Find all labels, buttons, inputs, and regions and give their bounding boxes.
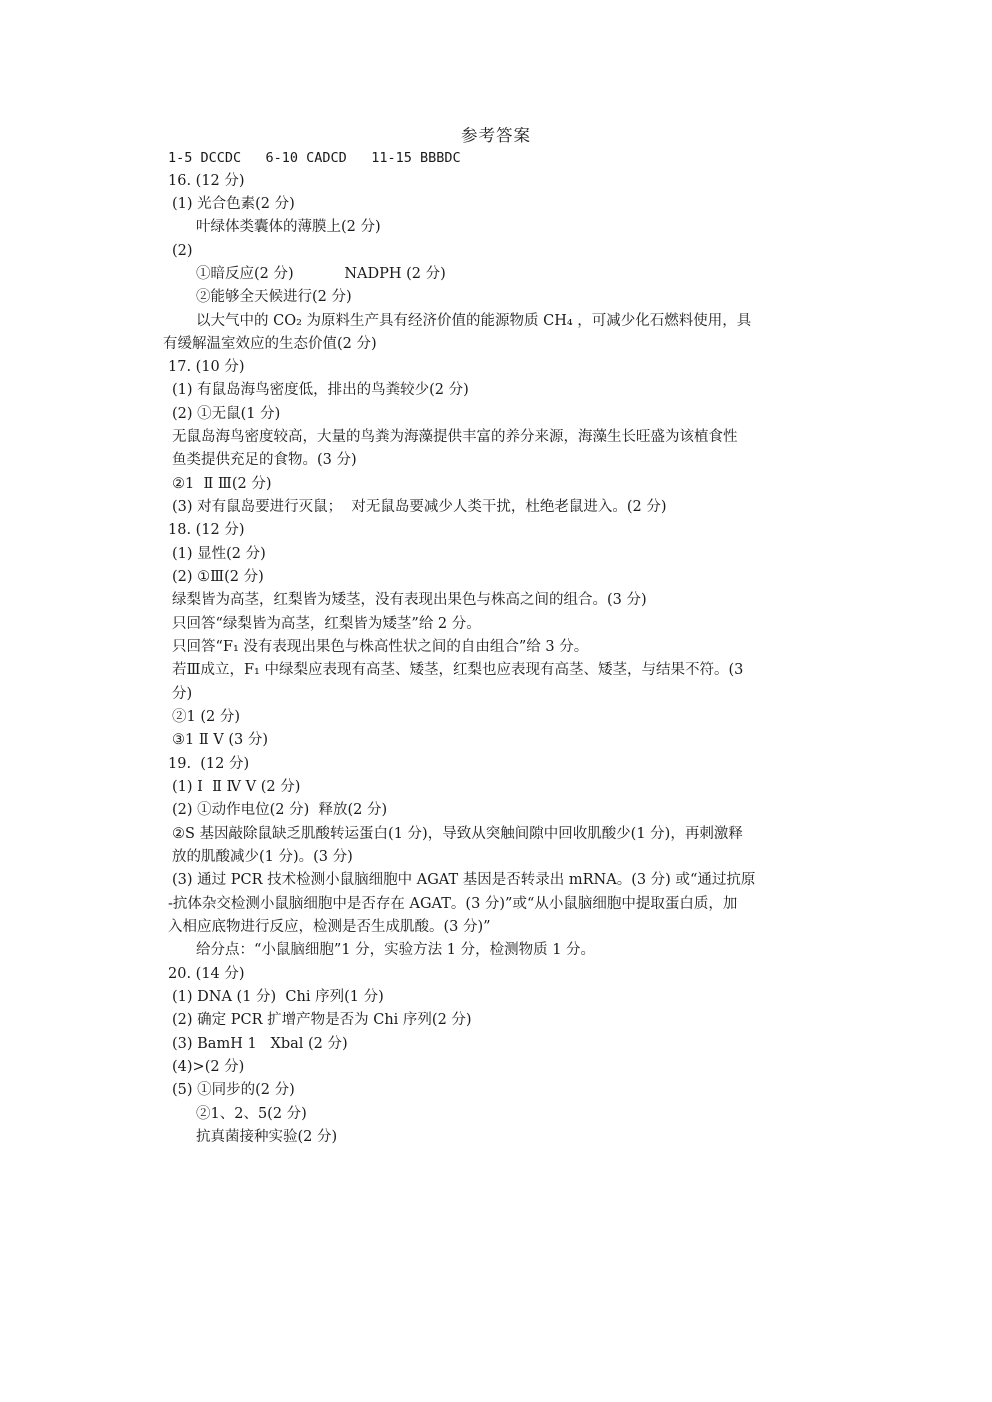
mc-answers: 1-5 DCCDC 6-10 CADCD 11-15 BBBDC <box>168 150 461 166</box>
q16-part2-c-cont: 有缓解温室效应的生态价值(2 分) <box>163 336 377 352</box>
q16-part2-a: ①暗反应(2 分) NADPH (2 分) <box>196 266 446 282</box>
q19-heading: 19. (12 分) <box>168 756 250 772</box>
q17-part2-b: ②1 Ⅱ Ⅲ(2 分) <box>172 476 272 492</box>
q20-part3: (3) BamH 1 Xbal (2 分) <box>172 1036 348 1052</box>
q18-part2-b: ②1 (2 分) <box>172 709 240 725</box>
page-title: 参考答案 <box>461 126 531 145</box>
q18-scoring-1: 只回答“绿梨皆为高茎，红梨皆为矮茎”给 2 分。 <box>172 616 481 632</box>
q18-scoring-3-cont: 分) <box>172 686 193 702</box>
q16-part2: (2) <box>172 243 193 259</box>
q16-heading: 16. (12 分) <box>168 173 245 189</box>
q19-scoring: 给分点：“小鼠脑细胞”1 分，实验方法 1 分，检测物质 1 分。 <box>196 942 596 958</box>
q16-part2-c: 以大气中的 CO₂ 为原料生产具有经济价值的能源物质 CH₄ ，可减少化石燃料使用，具 <box>196 313 752 329</box>
q17-heading: 17. (10 分) <box>168 359 245 375</box>
q19-part2: (2) ①动作电位(2 分) 释放(2 分) <box>172 802 388 818</box>
q18-part2-explain: 绿梨皆为高茎，红梨皆为矮茎，没有表现出果色与株高之间的组合。(3 分) <box>172 592 647 608</box>
q16-part1: (1) 光合色素(2 分) <box>172 196 295 212</box>
q20-part5: (5) ①同步的(2 分) <box>172 1082 295 1098</box>
q20-part4: (4)>(2 分) <box>172 1059 245 1075</box>
q20-part2: (2) 确定 PCR 扩增产物是否为 Chi 序列(2 分) <box>172 1012 472 1028</box>
q17-part2-explain: 无鼠岛海鸟密度较高，大量的鸟粪为海藻提供丰富的养分来源，海藻生长旺盛为该植食性 <box>172 429 738 445</box>
q19-part3-cont: -抗体杂交检测小鼠脑细胞中是否存在 AGAT。(3 分)”或“从小鼠脑细胞中提取蛋白质，加 <box>168 896 738 912</box>
q18-heading: 18. (12 分) <box>168 522 245 538</box>
q16-part1-b: 叶绿体类囊体的薄膜上(2 分) <box>196 219 381 235</box>
q18-scoring-3: 若Ⅲ成立，F₁ 中绿梨应表现有高茎、矮茎，红梨也应表现有高茎、矮茎，与结果不符。(3 <box>172 662 744 678</box>
q17-part1: (1) 有鼠岛海鸟密度低，排出的鸟粪较少(2 分) <box>172 382 469 398</box>
q20-part5-c: 抗真菌接种实验(2 分) <box>196 1129 338 1145</box>
q18-part2: (2) ①Ⅲ(2 分) <box>172 569 264 585</box>
q17-part2: (2) ①无鼠(1 分) <box>172 406 281 422</box>
q19-part3-cont2: 入相应底物进行反应，检测是否生成肌酸。(3 分)” <box>168 919 491 935</box>
q19-part1: (1) Ⅰ Ⅱ Ⅳ Ⅴ (2 分) <box>172 779 301 795</box>
q18-part2-c: ③1 Ⅱ Ⅴ (3 分) <box>172 732 269 748</box>
q16-part2-b: ②能够全天候进行(2 分) <box>196 289 352 305</box>
q17-part3: (3) 对有鼠岛要进行灭鼠； 对无鼠岛要减少人类干扰，杜绝老鼠进入。(2 分) <box>172 499 667 515</box>
q19-part2-b: ②S 基因敲除鼠缺乏肌酸转运蛋白(1 分)，导致从突触间隙中回收肌酸少(1 分)，再刺激释 <box>172 826 743 842</box>
q20-part5-b: ②1、2、5(2 分) <box>196 1106 307 1122</box>
q18-scoring-2: 只回答“F₁ 没有表现出果色与株高性状之间的自由组合”给 3 分。 <box>172 639 589 655</box>
q17-part2-explain-cont: 鱼类提供充足的食物。(3 分) <box>172 452 357 468</box>
q20-heading: 20. (14 分) <box>168 966 245 982</box>
q18-part1: (1) 显性(2 分) <box>172 546 266 562</box>
q19-part3: (3) 通过 PCR 技术检测小鼠脑细胞中 AGAT 基因是否转录出 mRNA。(3 分) 或“通过抗原 <box>172 872 756 888</box>
q20-part1: (1) DNA (1 分) Chi 序列(1 分) <box>172 989 384 1005</box>
q19-part2-b-cont: 放的肌酸减少(1 分)。(3 分) <box>172 849 353 865</box>
